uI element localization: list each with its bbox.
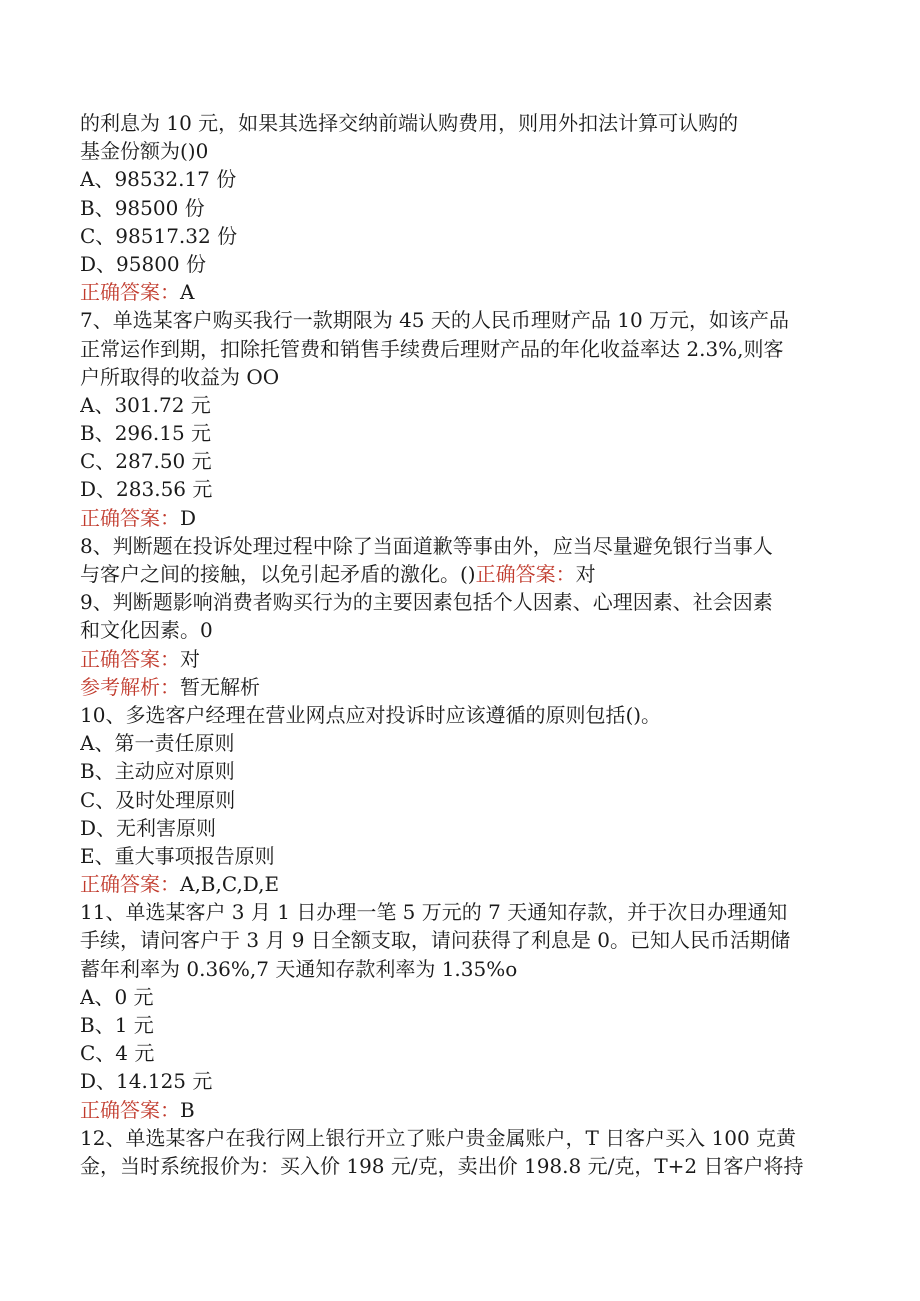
text-line: D、14.125 元 (80, 1069, 213, 1094)
answer-label: 参考解析： (80, 674, 180, 699)
text-line: C、98517.32 份 (80, 223, 238, 248)
answer-line (80, 645, 840, 673)
text-line: C、及时处理原则 (80, 787, 236, 812)
answer-label: 正确答案： (80, 646, 180, 671)
answer-label: 正确答案： (80, 872, 180, 897)
answer-value: B (180, 1097, 195, 1122)
answer-value: 暂无解析 (180, 674, 260, 699)
text-line: D、283.56 元 (80, 477, 213, 502)
answer-label: 正确答案： (80, 505, 180, 530)
answer-line (80, 1096, 840, 1124)
text-line: 8、判断题在投诉处理过程中除了当面道歉等事由外，应当尽量避免银行当事人 (80, 533, 773, 558)
answer-line (80, 278, 840, 306)
answer-value: D (180, 505, 197, 530)
answer-line (80, 870, 840, 898)
answer-line (80, 673, 840, 701)
answer-line (80, 504, 840, 532)
text-line: 和文化因素。0 (80, 618, 213, 643)
text-line: 12、单选某客户在我行网上银行开立了账户贵金属账户，T 日客户买入 100 克黄 (80, 1125, 797, 1150)
question-text: 与客户之间的接触，以免引起矛盾的激化。() (80, 562, 476, 586)
text-line: 户所取得的收益为 OO (80, 364, 280, 389)
answer-value: 对 (575, 562, 596, 586)
answer-value: 对 (180, 646, 200, 671)
text-line: 10、多选客户经理在营业网点应对投诉时应该遵循的原则包括()。 (80, 702, 662, 727)
text-line: 11、单选某客户 3 月 1 日办理一笔 5 万元的 7 天通知存款，并于次日办理通知 (80, 900, 788, 925)
answer-label: 正确答案： (80, 1097, 180, 1122)
text-line: A、98532.17 份 (80, 167, 237, 192)
text-line: E、重大事项报告原则 (80, 843, 275, 868)
text-line: 7、单选某客户购买我行一款期限为 45 天的人民币理财产品 10 万元，如该产品 (80, 308, 790, 333)
text-line: B、296.15 元 (80, 421, 212, 446)
text-line: 的利息为 10 元，如果其选择交纳前端认购费用，则用外扣法计算可认购的 (80, 111, 739, 135)
answer-value: A,B,C,D,E (180, 872, 280, 897)
text-line: 手续，请问客户于 3 月 9 日全额支取，请问获得了利息是 0。已知人民币活期储 (80, 928, 790, 953)
text-line: B、98500 份 (80, 195, 205, 220)
document-page (80, 109, 840, 1180)
text-line: D、95800 份 (80, 251, 207, 276)
text-line: 金，当时系统报价为：买入价 198 元/克，卖出价 198.8 元/克，T+2 日客户将持 (80, 1153, 804, 1178)
question-line-with-answer (80, 560, 840, 588)
text-line: A、0 元 (80, 984, 154, 1009)
answer-label: 正确答案： (475, 562, 576, 586)
text-line: A、301.72 元 (80, 392, 211, 417)
text-line: D、无利害原则 (80, 815, 217, 840)
answer-label: 正确答案： (80, 280, 180, 305)
text-line: C、4 元 (80, 1041, 155, 1066)
text-line: 基金份额为()0 (80, 139, 209, 164)
text-line: 9、判断题影响消费者购买行为的主要因素包括个人因素、心理因素、社会因素 (80, 590, 773, 615)
answer-value: A (180, 280, 195, 305)
text-line: B、1 元 (80, 1013, 154, 1037)
text-line: 正常运作到期，扣除托管费和销售手续费后理财产品的年化收益率达 2.3%,则客 (80, 336, 784, 361)
text-line: A、第一责任原则 (80, 731, 235, 756)
text-line: C、287.50 元 (80, 449, 212, 474)
text-line: B、主动应对原则 (80, 759, 235, 784)
text-line: 蓄年利率为 0.36%,7 天通知存款利率为 1.35%o (80, 956, 518, 981)
